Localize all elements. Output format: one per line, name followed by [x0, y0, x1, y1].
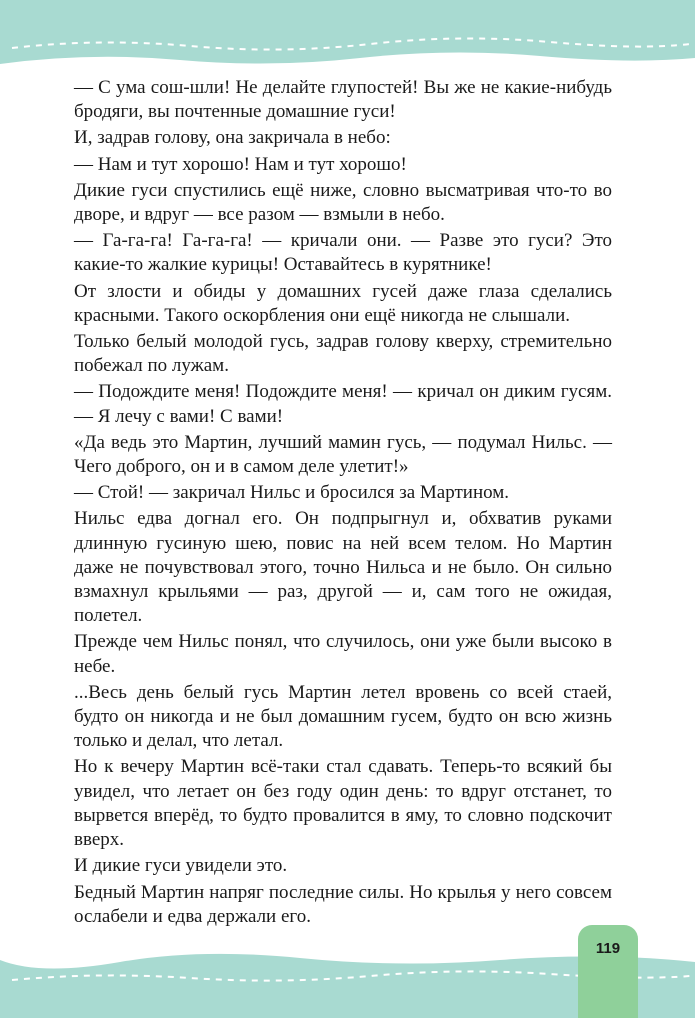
- page-number: 119: [595, 940, 621, 957]
- paragraph: Но к вечеру Мартин всё-таки стал сдавать. Теперь-то всякий бы увидел, что летает он без году один день: то вдруг отстанет, то вырвется вперёд, то будто провалится в яму, то словно подскочит вверх.: [74, 756, 612, 851]
- paragraph: Прежде чем Нильс понял, что случилось, они уже были высоко в небе.: [74, 631, 612, 677]
- paragraph: — Подождите меня! Подождите меня! — кричал он диким гусям. — Я лечу с вами! С вами!: [74, 381, 612, 427]
- paragraph: Дикие гуси спустились ещё ниже, словно высматривая что-то во дворе, и вдруг — все разом — взмыли в небо.: [74, 179, 612, 226]
- page-number-tab: [578, 925, 638, 1018]
- paragraph: — С ума сош-шли! Не делайте глупостей! Вы же не какие-нибудь бродяги, вы почтенные домашние гуси!: [74, 77, 612, 123]
- paragraph: Нильс едва догнал его. Он подпрыгнул и, обхватив руками длинную гусиную шею, повис на ней всем телом. Но Мартин даже не почувствовал этого, точно Нильса и не было. Он сильно взмахнул крыльями — раз, другой — и, сам того не ожидая, полетел.: [74, 508, 612, 627]
- paragraph: — Стой! — закричал Нильс и бросился за Мартином.: [74, 482, 510, 504]
- paragraph: Бедный Мартин напряг последние силы. Но крылья у него совсем ослабели и едва держали его.: [74, 881, 612, 927]
- paragraph: ...Весь день белый гусь Мартин летел вровень со всей стаей, будто он никогда и не был домашним гусем, будто он всю жизнь только и делал, что летал.: [74, 681, 612, 752]
- paragraph: И дикие гуси увидели это.: [74, 855, 288, 877]
- paragraph: — Нам и тут хорошо! Нам и тут хорошо!: [74, 153, 407, 175]
- story-text: [74, 76, 612, 931]
- paragraph: — Га-га-га! Га-га-га! — кричали они. — Разве это гуси? Это какие-то жалкие курицы! Оставайтесь в курятнике!: [74, 230, 612, 276]
- paragraph: «Да ведь это Мартин, лучший мамин гусь, — подумал Нильс. — Чего доброго, он и в самом деле улетит!»: [74, 431, 612, 478]
- paragraph: И, задрав голову, она закричала в небо:: [74, 127, 391, 149]
- paragraph: Только белый молодой гусь, задрав голову кверху, стремительно побежал по лужам.: [74, 331, 612, 377]
- paragraph: От злости и обиды у домашних гусей даже глаза сделались красными. Такого оскорбления они ещё никогда не слышали.: [74, 280, 612, 326]
